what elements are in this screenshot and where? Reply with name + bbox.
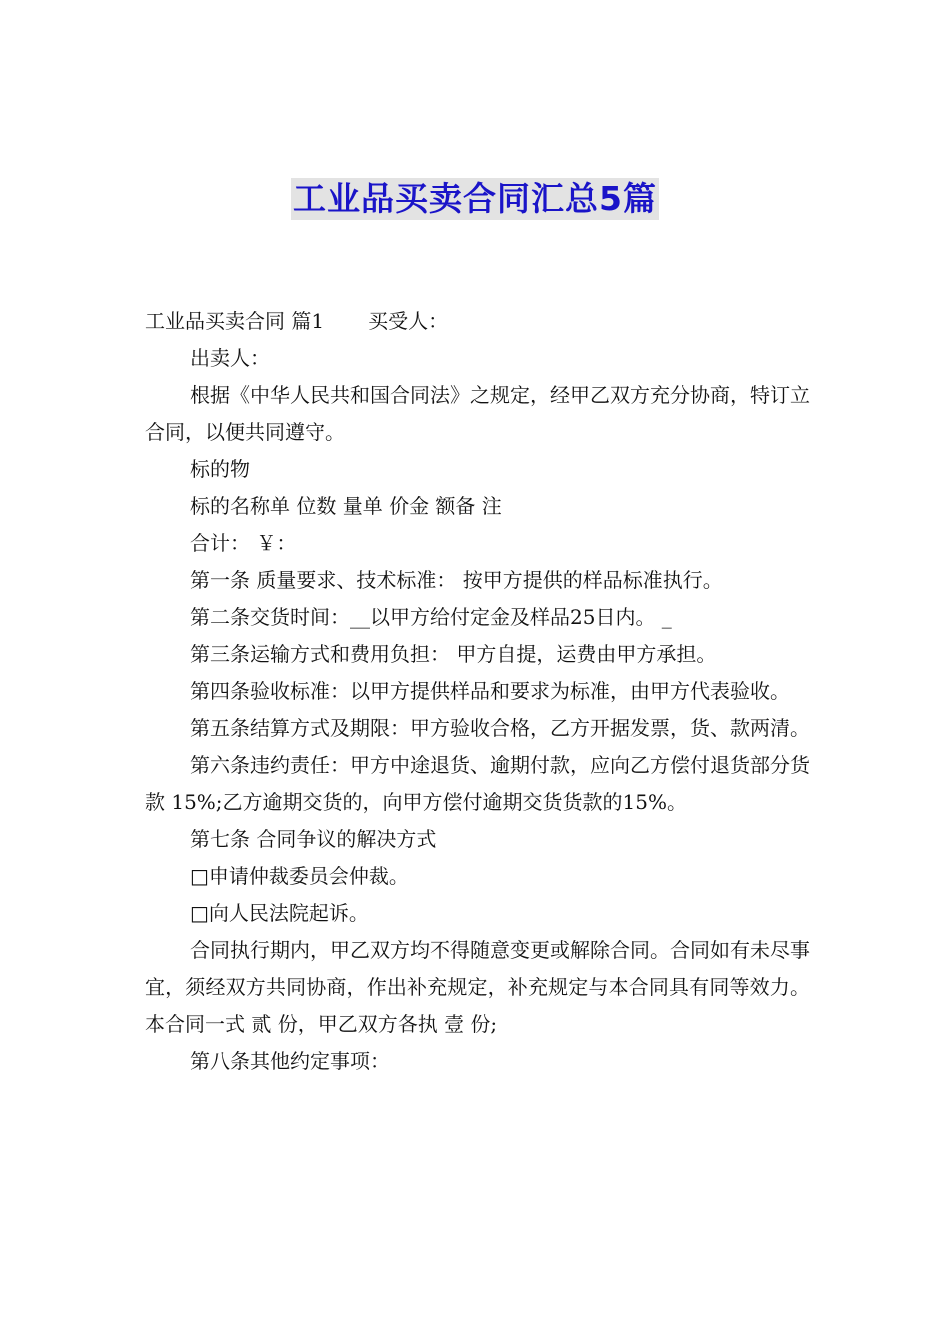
buyer-label: 买受人： bbox=[368, 309, 449, 333]
subject-heading: 标的物 bbox=[190, 457, 250, 481]
article-8: 第八条其他约定事项： bbox=[190, 1049, 390, 1073]
document-body bbox=[145, 303, 810, 1080]
article-6: 第六条违约责任：甲方中途退货、逾期付款，应向乙方偿付退货部分货款 15%;乙方逾期交货的，向甲方偿付逾期交货货款的15%。 bbox=[145, 753, 810, 814]
contract-number: 工业品买卖合同 篇1 bbox=[145, 309, 325, 333]
option-court: □向人民法院起诉。 bbox=[190, 901, 369, 925]
execution-paragraph: 合同执行期内，甲乙双方均不得随意变更或解除合同。合同如有未尽事宜，须经双方共同协商，作出补充规定，补充规定与本合同具有同等效力。本合同一式 贰 份，甲乙双方各执 壹 份; bbox=[145, 938, 810, 1036]
article-4: 第四条验收标准：以甲方提供样品和要求为标准，由甲方代表验收。 bbox=[190, 679, 790, 703]
article-5: 第五条结算方式及期限：甲方验收合格，乙方开据发票，货、款两清。 bbox=[190, 716, 810, 740]
article-1: 第一条 质量要求、技术标准： 按甲方提供的样品标准执行。 bbox=[190, 568, 723, 592]
preamble-paragraph: 根据《中华人民共和国合同法》之规定，经甲乙双方充分协商，特订立合同，以便共同遵守。 bbox=[145, 383, 810, 444]
document-title: 工业品买卖合同汇总5篇 bbox=[293, 179, 657, 218]
article-2: 第二条交货时间：__以甲方给付定金及样品25日内。 _ bbox=[190, 605, 672, 629]
subject-columns: 标的名称单 位数 量单 价金 额备 注 bbox=[190, 494, 502, 518]
article-3: 第三条运输方式和费用负担： 甲方自提，运费由甲方承担。 bbox=[190, 642, 717, 666]
title-wrap bbox=[0, 178, 950, 220]
option-arbitration: □申请仲裁委员会仲裁。 bbox=[190, 864, 409, 888]
total-line: 合计： ￥： bbox=[190, 531, 297, 555]
contract-heading-line bbox=[145, 303, 810, 340]
seller-label: 出卖人： bbox=[190, 346, 270, 370]
article-7: 第七条 合同争议的解决方式 bbox=[190, 827, 437, 851]
